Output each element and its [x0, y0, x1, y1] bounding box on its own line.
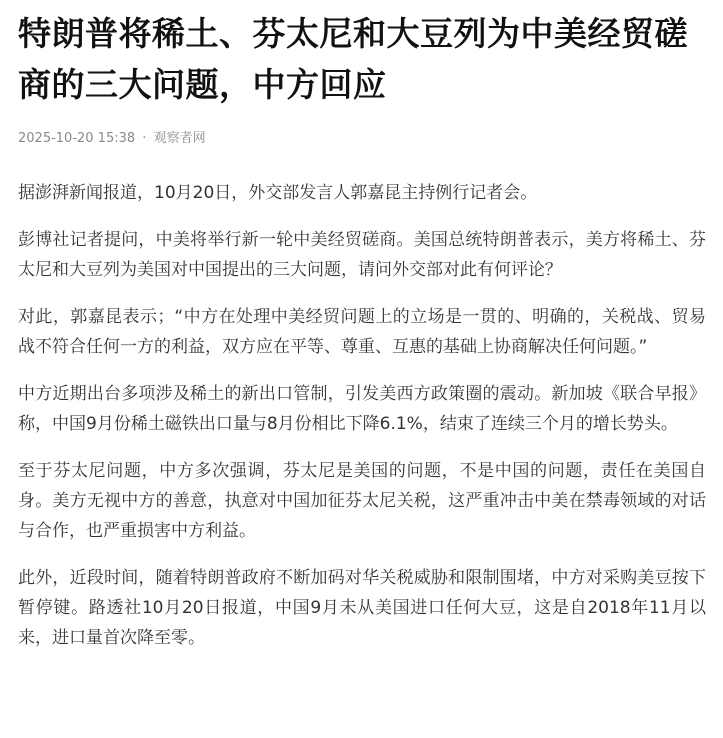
article-meta [18, 129, 706, 149]
publish-date: 2025-10-20 15:38 [18, 131, 136, 146]
paragraph: 此外，近段时间，随着特朗普政府不断加码对华关税威胁和限制围堵，中方对采购美豆按下暂停键。路透社10月20日报道，中国9月未从美国进口任何大豆，这是自2018年11月以来，进口量首次降至零。 [18, 568, 706, 648]
paragraph: 至于芬太尼问题，中方多次强调，芬太尼是美国的问题，不是中国的问题，责任在美国自身。美方无视中方的善意，执意对中国加征芬太尼关税，这严重冲击中美在禁毒领域的对话与合作，也严重损害中方利益。 [18, 461, 706, 541]
paragraph: 对此，郭嘉昆表示；“中方在处理中美经贸问题上的立场是一贯的、明确的，关税战、贸易战不符合任何一方的利益，双方应在平等、尊重、互惠的基础上协商解决任何问题。” [18, 307, 706, 357]
paragraph: 中方近期出台多项涉及稀土的新出口管制，引发美西方政策圈的震动。新加坡《联合早报》称，中国9月份稀土磁铁出口量与8月份相比下降6.1%，结束了连续三个月的增长势头。 [18, 384, 706, 434]
article [18, 8, 706, 670]
paragraph: 据澎湃新闻报道，10月20日，外交部发言人郭嘉昆主持例行记者会。 [18, 183, 538, 203]
meta-separator: · [142, 131, 147, 146]
source-name: 观察者网 [153, 131, 206, 146]
article-title: 特朗普将稀土、芬太尼和大豆列为中美经贸磋商的三大问题，中方回应 [18, 14, 688, 104]
article-body [18, 178, 706, 653]
paragraph: 彭博社记者提问，中美将举行新一轮中美经贸磋商。美国总统特朗普表示，美方将稀土、芬太尼和大豆列为美国对中国提出的三大问题，请问外交部对此有何评论？ [18, 230, 706, 280]
